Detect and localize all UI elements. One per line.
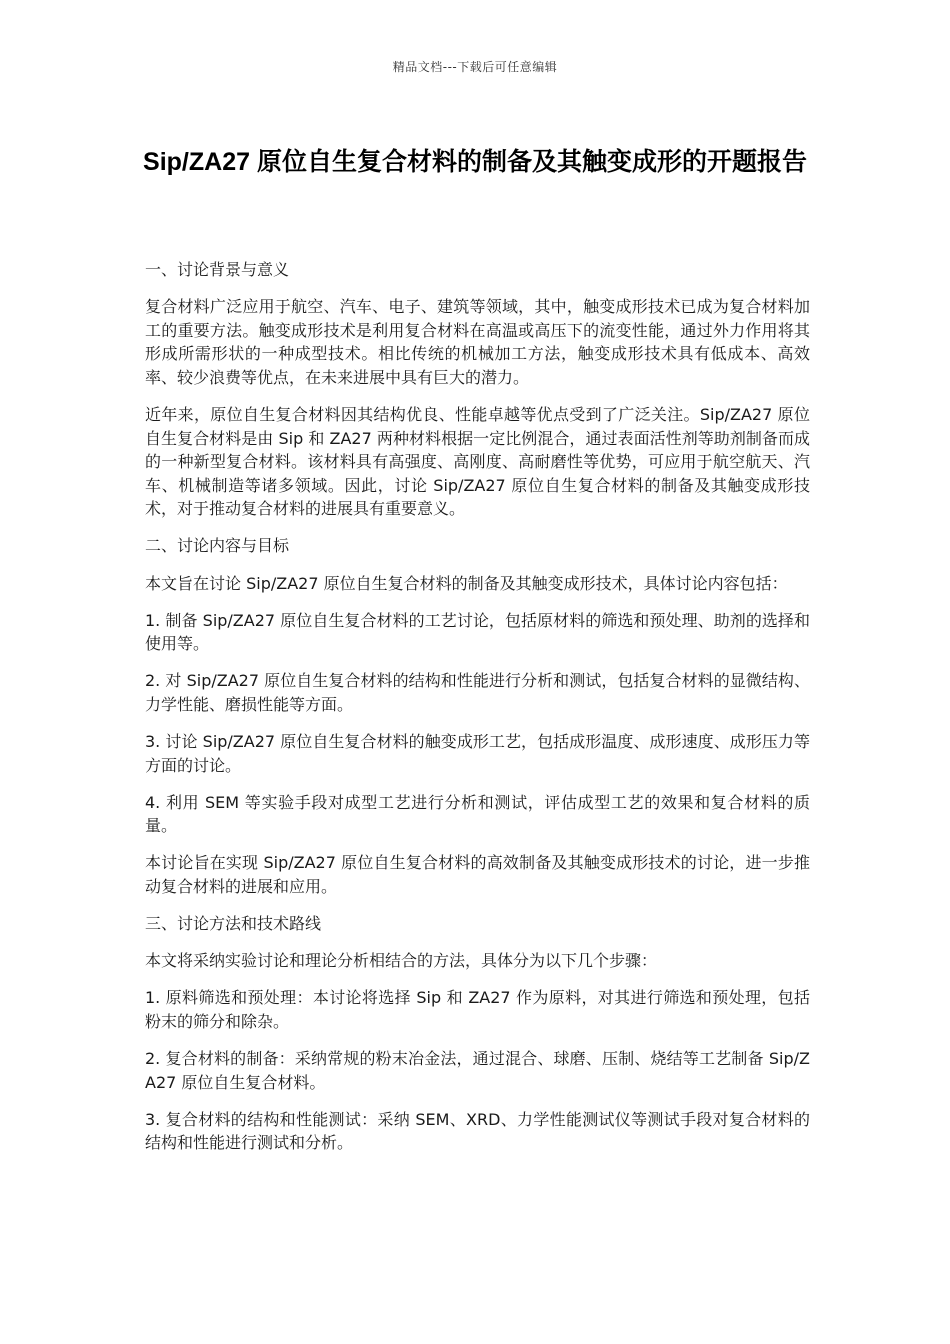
list-item: 3. 复合材料的结构和性能测试：采纳 SEM、XRD、力学性能测试仪等测试手段对复合材料的结构和性能进行测试和分析。 <box>145 1109 810 1153</box>
section-heading: 二、讨论内容与目标 <box>145 536 290 556</box>
paragraph: 复合材料广泛应用于航空、汽车、电子、建筑等领域，其中，触变成形技术已成为复合材料加工的重要方法。触变成形技术是利用复合材料在高温或高压下的流变性能，通过外力作用将其形成所需形状的一种成型技术。相比传统的机械加工方法，触变成形技术具有低成本、高效率、较少浪费等优点，在未来进展中具有巨大的潜力。 <box>145 297 810 387</box>
list-item: 2. 对 Sip/ZA27 原位自生复合材料的结构和性能进行分析和测试，包括复合材料的显微结构、力学性能、磨损性能等方面。 <box>145 671 810 714</box>
document-title: Sip/ZA27 原位自生复合材料的制备及其触变成形的开题报告 <box>143 148 807 176</box>
list-item: 1. 原料筛选和预处理：本讨论将选择 Sip 和 ZA27 作为原料，对其进行筛选和预处理，包括粉末的筛分和除杂。 <box>145 988 810 1031</box>
list-item: 1. 制备 Sip/ZA27 原位自生复合材料的工艺讨论，包括原材料的筛选和预处理、助剂的选择和使用等。 <box>145 610 810 654</box>
list-item: 2. 复合材料的制备：采纳常规的粉末冶金法，通过混合、球磨、压制、烧结等工艺制备 Sip/ZA27 原位自生复合材料。 <box>145 1048 810 1092</box>
section-heading: 三、讨论方法和技术路线 <box>145 914 322 934</box>
paragraph: 近年来，原位自生复合材料因其结构优良、性能卓越等优点受到了广泛关注。Sip/ZA27 原位自生复合材料是由 Sip 和 ZA27 两种材料根据一定比例混合，通过表面活性剂等助剂制备而成的一种新型复合材料。该材料具有高强度、高刚度、高耐磨性等优势，可应用于航空航天、汽车、机械制造等诸多领域。因此，讨论 Sip/ZA27 原位自生复合材料的制备及其触变成形技术，对于推动复合材料的进展具有重要意义。 <box>145 404 810 519</box>
header-watermark: 精品文档---下载后可任意编辑 <box>392 60 558 74</box>
paragraph: 本文旨在讨论 Sip/ZA27 原位自生复合材料的制备及其触变成形技术，具体讨论内容包括： <box>145 573 788 593</box>
section-heading: 一、讨论背景与意义 <box>145 260 290 279</box>
list-item: 3. 讨论 Sip/ZA27 原位自生复合材料的触变成形工艺，包括成形温度、成形速度、成形压力等方面的讨论。 <box>145 732 810 775</box>
list-item: 4. 利用 SEM 等实验手段对成型工艺进行分析和测试，评估成型工艺的效果和复合材料的质量。 <box>145 792 810 836</box>
document-body <box>145 258 810 1168</box>
paragraph: 本讨论旨在实现 Sip/ZA27 原位自生复合材料的高效制备及其触变成形技术的讨论，进一步推动复合材料的进展和应用。 <box>145 853 810 896</box>
paragraph: 本文将采纳实验讨论和理论分析相结合的方法，具体分为以下几个步骤： <box>145 951 658 971</box>
